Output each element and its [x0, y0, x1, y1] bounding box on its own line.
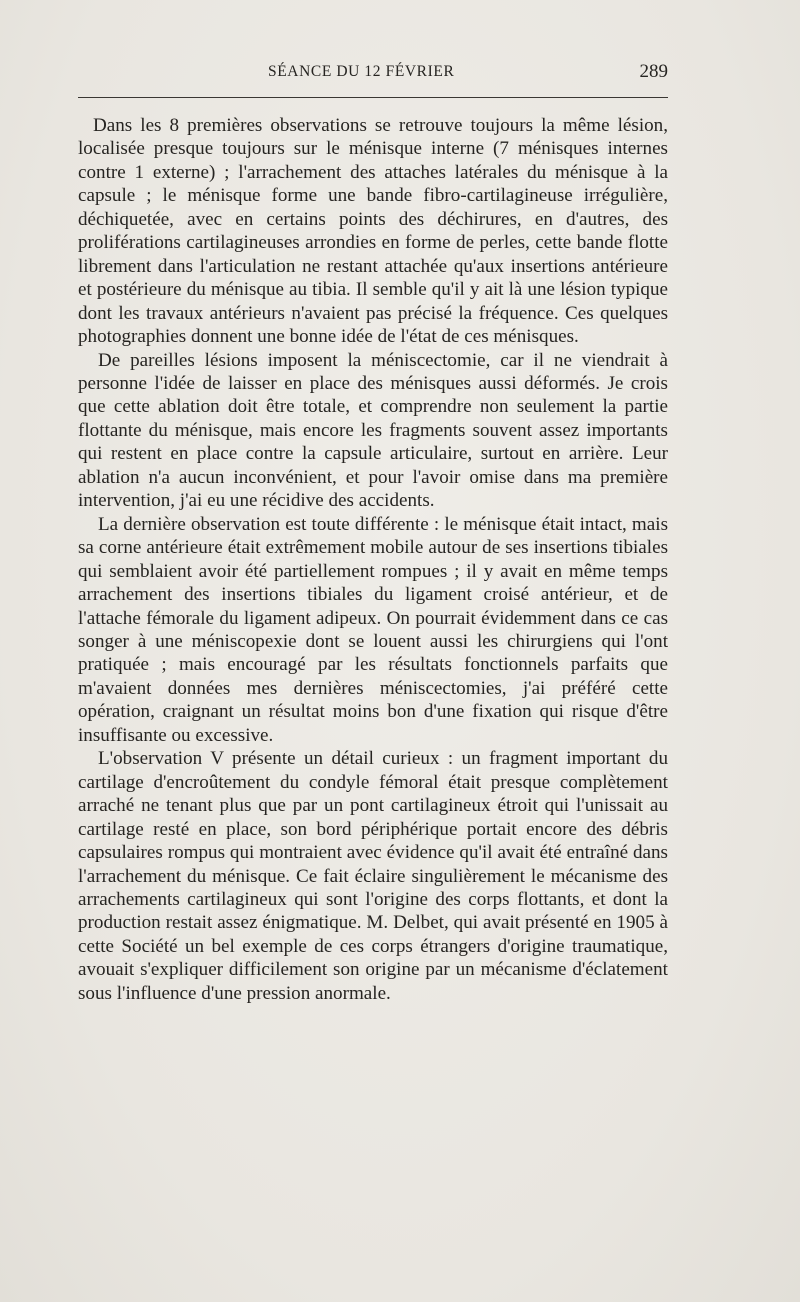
body-text	[78, 114, 668, 1005]
paragraph-2: De pareilles lésions imposent la méniscectomie, car il ne viendrait à personne l'idée de laisser en place des ménisques aussi déformés. Je crois que cette ablation doit être totale, et comprendre non seulement la partie flottante du ménisque, mais encore les fragments souvent assez importants qui restent en place contre la capsule articulaire, surtout en arrière. Leur ablation n'a aucun inconvénient, et pour l'avoir omise dans ma première intervention, j'ai eu une récidive des accidents.	[78, 349, 668, 512]
running-head	[78, 58, 668, 86]
paragraph-1: Dans les 8 premières observations se retrouve toujours la même lésion, localisée presque toujours sur le ménisque interne (7 ménisques internes contre 1 externe) ; l'arrachement des attaches latérales du ménisque à la capsule ; le ménisque forme une bande fibro-cartilagineuse irrégulière, déchiquetée, avec en certains points des déchirures, en d'autres, des proliférations cartilagineuses arrondies en forme de perles, cette bande flotte librement dans l'articulation ne restant attachée qu'aux insertions antérieure et postérieure du ménisque au tibia. Il semble qu'il y ait là une lésion typique dont les travaux antérieurs n'avaient pas précisé la fréquence. Ces quelques photographies donnent une bonne idée de l'état de ces ménisques.	[78, 115, 668, 348]
running-head-title: SÉANCE DU 12 FÉVRIER	[268, 63, 455, 80]
paragraph-4: L'observation V présente un détail curieux : un fragment important du cartilage d'encroûtement du condyle fémoral était presque complètement arraché ne tenant plus que par un pont cartilagineux étroit qui l'unissait au cartilage resté en place, son bord périphérique portait encore des débris capsulaires rompus qui montraient avec évidence qu'il avait été entraîné dans l'arrachement du ménisque. Ce fait éclaire singulièrement le mécanisme des arrachements cartilagineux qui sont l'origine des corps flottants, et dont la production restait assez énigmatique. M. Delbet, qui avait présenté en 1905 à cette Société un bel exemple de ces corps étrangers d'origine traumatique, avouait s'expliquer difficilement son origine par un mécanisme d'éclatement sous l'influence d'une pression anormale.	[78, 748, 668, 1004]
header-rule	[78, 97, 668, 98]
page-number: 289	[639, 61, 668, 82]
paragraph-3: La dernière observation est toute différente : le ménisque était intact, mais sa corne antérieure était extrêmement mobile autour de ses insertions tibiales qui semblaient avoir été partiellement rompues ; il y avait en même temps arrachement des insertions tibiales du ligament croisé antérieur, et de l'attache fémorale du ligament adipeux. On pourrait évidemment dans ce cas songer à une méniscopexie dont se louent aussi les chirurgiens qui l'ont pratiquée ; mais encouragé par les résultats fonctionnels parfaits que m'avaient données mes dernières méniscectomies, j'ai préféré cette opération, craignant un résultat moins bon d'une fixation qui risque d'être insuffisante ou excessive.	[78, 513, 668, 746]
